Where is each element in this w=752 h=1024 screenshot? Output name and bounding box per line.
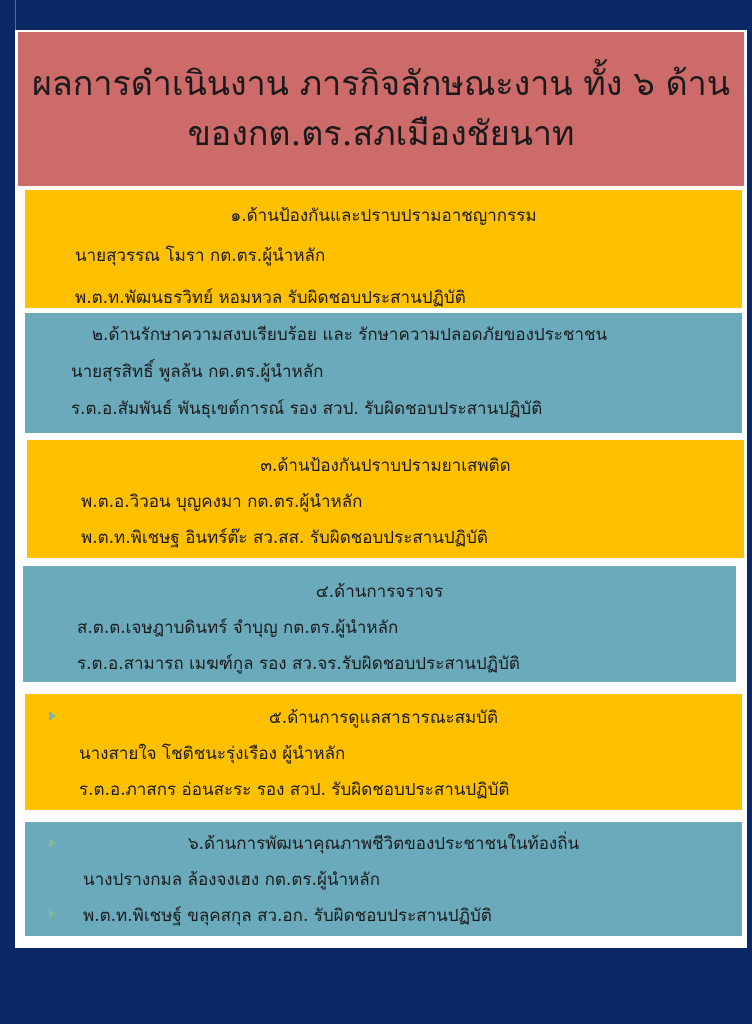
section-2-public-order — [25, 313, 742, 433]
bottom-band — [15, 948, 752, 1024]
section-2-title: ๒.ด้านรักษาความสงบเรียบร้อย และ รักษาความปลอดภัยของประชาชน — [91, 325, 608, 345]
section-4-coordinator: ร.ต.อ.สามารถ เมฆฑ์กูล รอง สว.จร.รับผิดชอบประสานปฏิบัติ — [77, 654, 520, 674]
section-1-title: ๑.ด้านป้องกันและปราบปรามอาชญากรรม — [230, 206, 537, 226]
section-3-title: ๓.ด้านป้องกันปราบปรามยาเสพติด — [260, 456, 511, 476]
section-6-coordinator: พ.ต.ท.พิเชษฐ์ ขลุคสกุล สว.อก. รับผิดชอบประสานปฏิบัติ — [83, 906, 492, 926]
section-1-crime-prevention — [25, 190, 742, 308]
slide-panel — [15, 30, 747, 948]
section-5-lead: นางสายใจ โชติชนะรุ่งเรือง ผู้นำหลัก — [79, 744, 346, 764]
section-4-title: ๔.ด้านการจราจร — [315, 582, 444, 602]
section-1-lead: นายสุวรรณ โมรา กต.ตร.ผู้นำหลัก — [75, 246, 326, 266]
section-3-drug-suppression — [27, 440, 744, 558]
section-5-public-property — [25, 694, 742, 810]
section-6-quality-of-life — [25, 822, 742, 936]
title-line-2: ของกต.ตร.สภเมืองชัยนาท — [187, 114, 575, 154]
section-5-title: ๕.ด้านการดูแลสาธารณะสมบัติ — [268, 708, 499, 728]
section-6-title: ๖.ด้านการพัฒนาคุณภาพชีวิตของประชาชนในท้องถิ่น — [187, 834, 580, 854]
section-4-traffic — [23, 566, 736, 682]
title-line-1: ผลการดำเนินงาน ภารกิจลักษณะงาน ทั้ง ๖ ด้าน — [32, 64, 730, 104]
bullet-arrow-icon — [49, 909, 56, 919]
section-1-coordinator: พ.ต.ท.พัฒนธรวิทย์ หอมหวล รับผิดชอบประสานปฏิบัติ — [75, 288, 466, 308]
section-3-coordinator: พ.ต.ท.พิเชษฐ อินทร์ต๊ะ สว.สส. รับผิดชอบประสานปฏิบัติ — [81, 528, 488, 548]
section-2-lead: นายสุรสิทธิ์ พูลล้น กต.ตร.ผู้นำหลัก — [71, 362, 324, 382]
section-6-lead: นางปรางกมล ล้องจงเฮง กต.ตร.ผู้นำหลัก — [83, 870, 380, 890]
section-4-lead: ส.ต.ต.เจษฎาบดินทร์ จำบุญ กต.ตร.ผู้นำหลัก — [77, 618, 399, 638]
section-2-coordinator: ร.ต.อ.สัมพันธ์ พันธุเขต์การณ์ รอง สวป. รับผิดชอบประสานปฏิบัติ — [71, 399, 543, 419]
section-5-coordinator: ร.ต.อ.ภาสกร อ่อนสะระ รอง สวป. รับผิดชอบประสานปฏิบัติ — [79, 780, 510, 800]
title-box — [18, 32, 744, 186]
section-3-lead: พ.ต.อ.วิวอน บุญคงมา กต.ตร.ผู้นำหลัก — [81, 492, 363, 512]
